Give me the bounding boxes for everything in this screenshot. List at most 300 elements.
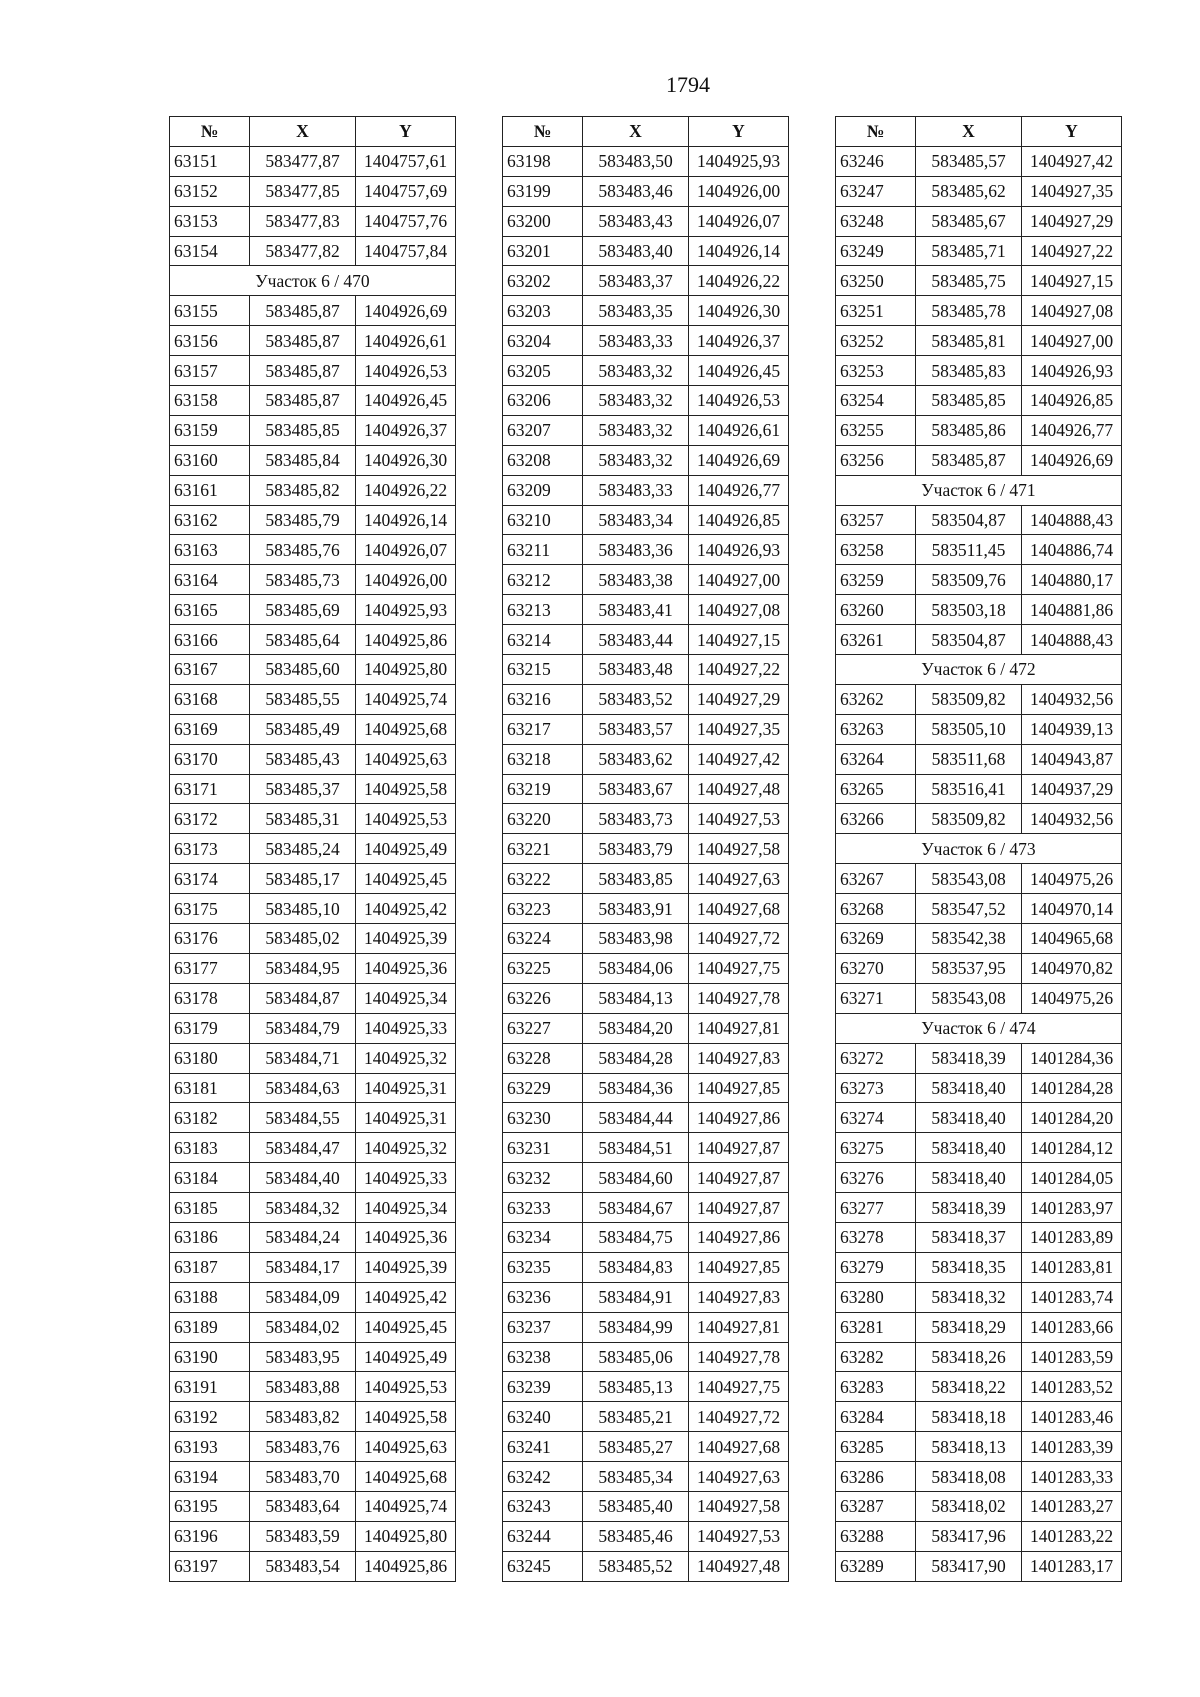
y-coordinate: 1404757,84 (356, 236, 456, 266)
y-coordinate: 1404927,68 (689, 1432, 789, 1462)
table-row (170, 1193, 456, 1223)
point-number: 63194 (170, 1462, 250, 1492)
y-coordinate: 1404926,14 (689, 236, 789, 266)
table-row (836, 1252, 1122, 1282)
point-number: 63270 (836, 953, 916, 983)
x-coordinate: 583485,82 (250, 475, 356, 505)
x-coordinate: 583485,52 (583, 1551, 689, 1581)
table-row (836, 864, 1122, 894)
y-coordinate: 1404926,77 (689, 475, 789, 505)
table-row (170, 565, 456, 595)
y-coordinate: 1404926,53 (356, 356, 456, 386)
y-coordinate: 1404925,34 (356, 983, 456, 1013)
point-number: 63214 (503, 625, 583, 655)
point-number: 63222 (503, 864, 583, 894)
y-coordinate: 1404925,93 (689, 146, 789, 176)
y-coordinate: 1404926,22 (356, 475, 456, 505)
table-row (836, 1282, 1122, 1312)
table-row (836, 714, 1122, 744)
y-coordinate: 1404925,86 (356, 1551, 456, 1581)
point-number: 63203 (503, 296, 583, 326)
y-coordinate: 1404925,31 (356, 1073, 456, 1103)
table-row (170, 1133, 456, 1163)
table-row (503, 1342, 789, 1372)
y-coordinate: 1404925,36 (356, 1222, 456, 1252)
table-row (503, 1491, 789, 1521)
x-coordinate: 583511,45 (916, 535, 1022, 565)
table-row (503, 655, 789, 685)
point-number: 63229 (503, 1073, 583, 1103)
y-coordinate: 1404925,39 (356, 924, 456, 954)
x-coordinate: 583485,71 (916, 236, 1022, 266)
point-number: 63278 (836, 1222, 916, 1252)
x-coordinate: 583483,34 (583, 505, 689, 535)
number-header: № (836, 117, 916, 147)
table-row (170, 415, 456, 445)
point-number: 63183 (170, 1133, 250, 1163)
point-number: 63235 (503, 1252, 583, 1282)
table-row (503, 1163, 789, 1193)
x-header: X (916, 117, 1022, 147)
y-coordinate: 1404925,49 (356, 834, 456, 864)
table-row (836, 1163, 1122, 1193)
y-coordinate: 1404925,74 (356, 1491, 456, 1521)
point-number: 63250 (836, 266, 916, 296)
y-coordinate: 1404927,58 (689, 834, 789, 864)
x-coordinate: 583485,83 (916, 356, 1022, 386)
x-coordinate: 583485,60 (250, 655, 356, 685)
y-coordinate: 1404927,63 (689, 864, 789, 894)
x-coordinate: 583485,78 (916, 296, 1022, 326)
point-number: 63264 (836, 744, 916, 774)
y-coordinate: 1404925,42 (356, 1282, 456, 1312)
table-row (503, 206, 789, 236)
y-coordinate: 1404927,87 (689, 1133, 789, 1163)
y-coordinate: 1404927,29 (1022, 206, 1122, 236)
x-coordinate: 583418,39 (916, 1043, 1022, 1073)
y-header: Y (689, 117, 789, 147)
point-number: 63187 (170, 1252, 250, 1282)
table-row (170, 1163, 456, 1193)
table-row (170, 1222, 456, 1252)
table-row (836, 1133, 1122, 1163)
x-coordinate: 583484,67 (583, 1193, 689, 1223)
table-row (503, 625, 789, 655)
y-coordinate: 1401283,81 (1022, 1252, 1122, 1282)
table-row (836, 953, 1122, 983)
table-row (503, 1133, 789, 1163)
point-number: 63210 (503, 505, 583, 535)
point-number: 63167 (170, 655, 250, 685)
table-row (503, 1043, 789, 1073)
point-number: 63166 (170, 625, 250, 655)
x-coordinate: 583485,57 (916, 146, 1022, 176)
table-row (503, 505, 789, 535)
point-number: 63168 (170, 684, 250, 714)
point-number: 63182 (170, 1103, 250, 1133)
x-coordinate: 583485,76 (250, 535, 356, 565)
point-number: 63178 (170, 983, 250, 1013)
table-row (170, 146, 456, 176)
y-coordinate: 1404886,74 (1022, 535, 1122, 565)
y-coordinate: 1404925,32 (356, 1133, 456, 1163)
point-number: 63249 (836, 236, 916, 266)
point-number: 63195 (170, 1491, 250, 1521)
table-row (836, 236, 1122, 266)
table-row (836, 415, 1122, 445)
y-coordinate: 1404927,85 (689, 1073, 789, 1103)
x-coordinate: 583484,20 (583, 1013, 689, 1043)
x-coordinate: 583485,46 (583, 1521, 689, 1551)
table-row (503, 1282, 789, 1312)
x-coordinate: 583542,38 (916, 924, 1022, 954)
x-coordinate: 583483,37 (583, 266, 689, 296)
point-number: 63287 (836, 1491, 916, 1521)
x-coordinate: 583485,21 (583, 1402, 689, 1432)
point-number: 63286 (836, 1462, 916, 1492)
point-number: 63242 (503, 1462, 583, 1492)
y-coordinate: 1404926,30 (689, 296, 789, 326)
point-number: 63254 (836, 386, 916, 416)
point-number: 63152 (170, 176, 250, 206)
table-row (503, 804, 789, 834)
point-number: 63277 (836, 1193, 916, 1223)
x-coordinate: 583485,86 (916, 415, 1022, 445)
table-row (170, 744, 456, 774)
point-number: 63163 (170, 535, 250, 565)
y-coordinate: 1404927,63 (689, 1462, 789, 1492)
table-row (503, 1462, 789, 1492)
y-coordinate: 1404932,56 (1022, 804, 1122, 834)
x-coordinate: 583418,32 (916, 1282, 1022, 1312)
x-coordinate: 583477,82 (250, 236, 356, 266)
point-number: 63258 (836, 535, 916, 565)
x-coordinate: 583504,87 (916, 625, 1022, 655)
x-coordinate: 583485,40 (583, 1491, 689, 1521)
point-number: 63275 (836, 1133, 916, 1163)
table-row (836, 983, 1122, 1013)
y-coordinate: 1401284,05 (1022, 1163, 1122, 1193)
table-row (503, 296, 789, 326)
point-number: 63171 (170, 774, 250, 804)
table-row (503, 684, 789, 714)
x-coordinate: 583418,22 (916, 1372, 1022, 1402)
point-number: 63174 (170, 864, 250, 894)
point-number: 63256 (836, 445, 916, 475)
y-coordinate: 1404927,29 (689, 684, 789, 714)
y-coordinate: 1404927,15 (689, 625, 789, 655)
table-row (170, 236, 456, 266)
table-row (170, 655, 456, 685)
y-coordinate: 1404927,83 (689, 1043, 789, 1073)
point-number: 63172 (170, 804, 250, 834)
point-number: 63217 (503, 714, 583, 744)
table-row (170, 296, 456, 326)
x-coordinate: 583484,60 (583, 1163, 689, 1193)
table-row (170, 1342, 456, 1372)
section-title: Участок 6 / 474 (836, 1013, 1122, 1043)
y-coordinate: 1404927,78 (689, 983, 789, 1013)
y-coordinate: 1404927,81 (689, 1312, 789, 1342)
table-row (170, 1462, 456, 1492)
point-number: 63243 (503, 1491, 583, 1521)
table-row (170, 1432, 456, 1462)
table-row (836, 1432, 1122, 1462)
point-number: 63221 (503, 834, 583, 864)
x-coordinate: 583483,54 (250, 1551, 356, 1581)
x-coordinate: 583485,84 (250, 445, 356, 475)
table-row (503, 1222, 789, 1252)
point-number: 63234 (503, 1222, 583, 1252)
point-number: 63284 (836, 1402, 916, 1432)
x-coordinate: 583485,64 (250, 625, 356, 655)
page-number: 1794 (666, 72, 710, 97)
y-coordinate: 1404926,07 (689, 206, 789, 236)
table-row (503, 356, 789, 386)
table-row (170, 1491, 456, 1521)
y-coordinate: 1404925,33 (356, 1013, 456, 1043)
y-coordinate: 1404926,69 (1022, 445, 1122, 475)
table-row (503, 714, 789, 744)
x-coordinate: 583483,35 (583, 296, 689, 326)
y-coordinate: 1404927,81 (689, 1013, 789, 1043)
x-coordinate: 583485,87 (250, 326, 356, 356)
table-row (170, 625, 456, 655)
point-number: 63288 (836, 1521, 916, 1551)
x-coordinate: 583483,33 (583, 475, 689, 505)
x-coordinate: 583483,85 (583, 864, 689, 894)
table-row (836, 744, 1122, 774)
x-coordinate: 583505,10 (916, 714, 1022, 744)
y-coordinate: 1404888,43 (1022, 625, 1122, 655)
x-coordinate: 583483,50 (583, 146, 689, 176)
table-row (170, 1402, 456, 1432)
x-coordinate: 583485,10 (250, 894, 356, 924)
point-number: 63224 (503, 924, 583, 954)
table-row (836, 1521, 1122, 1551)
y-coordinate: 1404926,69 (356, 296, 456, 326)
point-number: 63185 (170, 1193, 250, 1223)
table-row (836, 1103, 1122, 1133)
point-number: 63239 (503, 1372, 583, 1402)
x-coordinate: 583485,87 (916, 445, 1022, 475)
table-row (503, 236, 789, 266)
x-coordinate: 583418,39 (916, 1193, 1022, 1223)
x-coordinate: 583485,37 (250, 774, 356, 804)
x-coordinate: 583483,36 (583, 535, 689, 565)
point-number: 63273 (836, 1073, 916, 1103)
table-row (836, 386, 1122, 416)
x-coordinate: 583537,95 (916, 953, 1022, 983)
y-coordinate: 1404927,86 (689, 1103, 789, 1133)
point-number: 63272 (836, 1043, 916, 1073)
x-coordinate: 583483,73 (583, 804, 689, 834)
x-coordinate: 583485,87 (250, 386, 356, 416)
point-number: 63218 (503, 744, 583, 774)
section-title: Участок 6 / 470 (170, 266, 456, 296)
x-coordinate: 583484,75 (583, 1222, 689, 1252)
x-coordinate: 583417,90 (916, 1551, 1022, 1581)
point-number: 63196 (170, 1521, 250, 1551)
x-coordinate: 583485,85 (250, 415, 356, 445)
x-coordinate: 583483,82 (250, 1402, 356, 1432)
point-number: 63207 (503, 415, 583, 445)
table-row (503, 535, 789, 565)
point-number: 63160 (170, 445, 250, 475)
x-coordinate: 583485,49 (250, 714, 356, 744)
point-number: 63259 (836, 565, 916, 595)
x-coordinate: 583483,46 (583, 176, 689, 206)
y-coordinate: 1404925,45 (356, 1312, 456, 1342)
point-number: 63215 (503, 655, 583, 685)
x-coordinate: 583485,34 (583, 1462, 689, 1492)
point-number: 63208 (503, 445, 583, 475)
x-coordinate: 583483,98 (583, 924, 689, 954)
y-coordinate: 1404925,68 (356, 1462, 456, 1492)
x-coordinate: 583485,17 (250, 864, 356, 894)
header-row (503, 117, 789, 147)
y-coordinate: 1404927,48 (689, 1551, 789, 1581)
y-coordinate: 1404926,53 (689, 386, 789, 416)
y-coordinate: 1404926,14 (356, 505, 456, 535)
x-coordinate: 583418,40 (916, 1073, 1022, 1103)
point-number: 63244 (503, 1521, 583, 1551)
point-number: 63176 (170, 924, 250, 954)
table-row (170, 1551, 456, 1581)
x-coordinate: 583485,06 (583, 1342, 689, 1372)
y-coordinate: 1404937,29 (1022, 774, 1122, 804)
table-row (170, 445, 456, 475)
y-coordinate: 1404926,00 (689, 176, 789, 206)
y-coordinate: 1401283,33 (1022, 1462, 1122, 1492)
y-coordinate: 1404926,85 (689, 505, 789, 535)
x-coordinate: 583418,08 (916, 1462, 1022, 1492)
point-number: 63204 (503, 326, 583, 356)
x-coordinate: 583509,82 (916, 804, 1022, 834)
y-coordinate: 1404925,36 (356, 953, 456, 983)
point-number: 63265 (836, 774, 916, 804)
table-row (503, 1103, 789, 1133)
x-coordinate: 583484,09 (250, 1282, 356, 1312)
x-coordinate: 583485,13 (583, 1372, 689, 1402)
y-coordinate: 1404926,30 (356, 445, 456, 475)
point-number: 63230 (503, 1103, 583, 1133)
x-coordinate: 583418,02 (916, 1491, 1022, 1521)
y-coordinate: 1404925,45 (356, 864, 456, 894)
y-coordinate: 1404975,26 (1022, 864, 1122, 894)
section-row (836, 834, 1122, 864)
y-coordinate: 1404925,58 (356, 774, 456, 804)
y-coordinate: 1404757,69 (356, 176, 456, 206)
table-row (170, 1073, 456, 1103)
table-row (503, 445, 789, 475)
table-row (836, 595, 1122, 625)
x-coordinate: 583484,36 (583, 1073, 689, 1103)
y-coordinate: 1404757,76 (356, 206, 456, 236)
x-coordinate: 583477,83 (250, 206, 356, 236)
table-row (170, 475, 456, 505)
y-coordinate: 1404926,22 (689, 266, 789, 296)
point-number: 63220 (503, 804, 583, 834)
point-number: 63237 (503, 1312, 583, 1342)
table-row (170, 774, 456, 804)
point-number: 63189 (170, 1312, 250, 1342)
table-row (503, 1013, 789, 1043)
x-coordinate: 583484,63 (250, 1073, 356, 1103)
y-coordinate: 1401283,27 (1022, 1491, 1122, 1521)
x-coordinate: 583483,91 (583, 894, 689, 924)
table-row (170, 1312, 456, 1342)
table-row (836, 445, 1122, 475)
table-row (836, 535, 1122, 565)
y-coordinate: 1404925,58 (356, 1402, 456, 1432)
x-coordinate: 583484,83 (583, 1252, 689, 1282)
x-coordinate: 583418,26 (916, 1342, 1022, 1372)
point-number: 63261 (836, 625, 916, 655)
point-number: 63263 (836, 714, 916, 744)
x-coordinate: 583485,69 (250, 595, 356, 625)
point-number: 63193 (170, 1432, 250, 1462)
point-number: 63216 (503, 684, 583, 714)
y-coordinate: 1404925,93 (356, 595, 456, 625)
section-row (836, 475, 1122, 505)
y-coordinate: 1404926,93 (1022, 356, 1122, 386)
point-number: 63225 (503, 953, 583, 983)
x-coordinate: 583483,70 (250, 1462, 356, 1492)
point-number: 63236 (503, 1282, 583, 1312)
table-row (170, 684, 456, 714)
y-coordinate: 1404927,86 (689, 1222, 789, 1252)
x-coordinate: 583485,62 (916, 176, 1022, 206)
x-coordinate: 583484,47 (250, 1133, 356, 1163)
point-number: 63200 (503, 206, 583, 236)
table-row (170, 386, 456, 416)
y-coordinate: 1404925,42 (356, 894, 456, 924)
point-number: 63246 (836, 146, 916, 176)
y-coordinate: 1404943,87 (1022, 744, 1122, 774)
x-coordinate: 583483,32 (583, 445, 689, 475)
x-coordinate: 583484,32 (250, 1193, 356, 1223)
point-number: 63276 (836, 1163, 916, 1193)
x-coordinate: 583483,67 (583, 774, 689, 804)
x-coordinate: 583484,02 (250, 1312, 356, 1342)
y-coordinate: 1404926,85 (1022, 386, 1122, 416)
y-coordinate: 1404881,86 (1022, 595, 1122, 625)
point-number: 63151 (170, 146, 250, 176)
x-coordinate: 583511,68 (916, 744, 1022, 774)
point-number: 63257 (836, 505, 916, 535)
y-coordinate: 1404927,00 (1022, 326, 1122, 356)
table-row (503, 326, 789, 356)
x-coordinate: 583484,17 (250, 1252, 356, 1282)
point-number: 63179 (170, 1013, 250, 1043)
point-number: 63158 (170, 386, 250, 416)
x-coordinate: 583509,76 (916, 565, 1022, 595)
point-number: 63253 (836, 356, 916, 386)
table-row (503, 774, 789, 804)
x-coordinate: 583483,33 (583, 326, 689, 356)
y-coordinate: 1404926,37 (356, 415, 456, 445)
table-row (170, 894, 456, 924)
table-row (836, 1551, 1122, 1581)
point-number: 63180 (170, 1043, 250, 1073)
point-number: 63228 (503, 1043, 583, 1073)
y-coordinate: 1404926,93 (689, 535, 789, 565)
point-number: 63169 (170, 714, 250, 744)
y-coordinate: 1404925,32 (356, 1043, 456, 1073)
y-coordinate: 1404926,37 (689, 326, 789, 356)
y-coordinate: 1404925,63 (356, 1432, 456, 1462)
